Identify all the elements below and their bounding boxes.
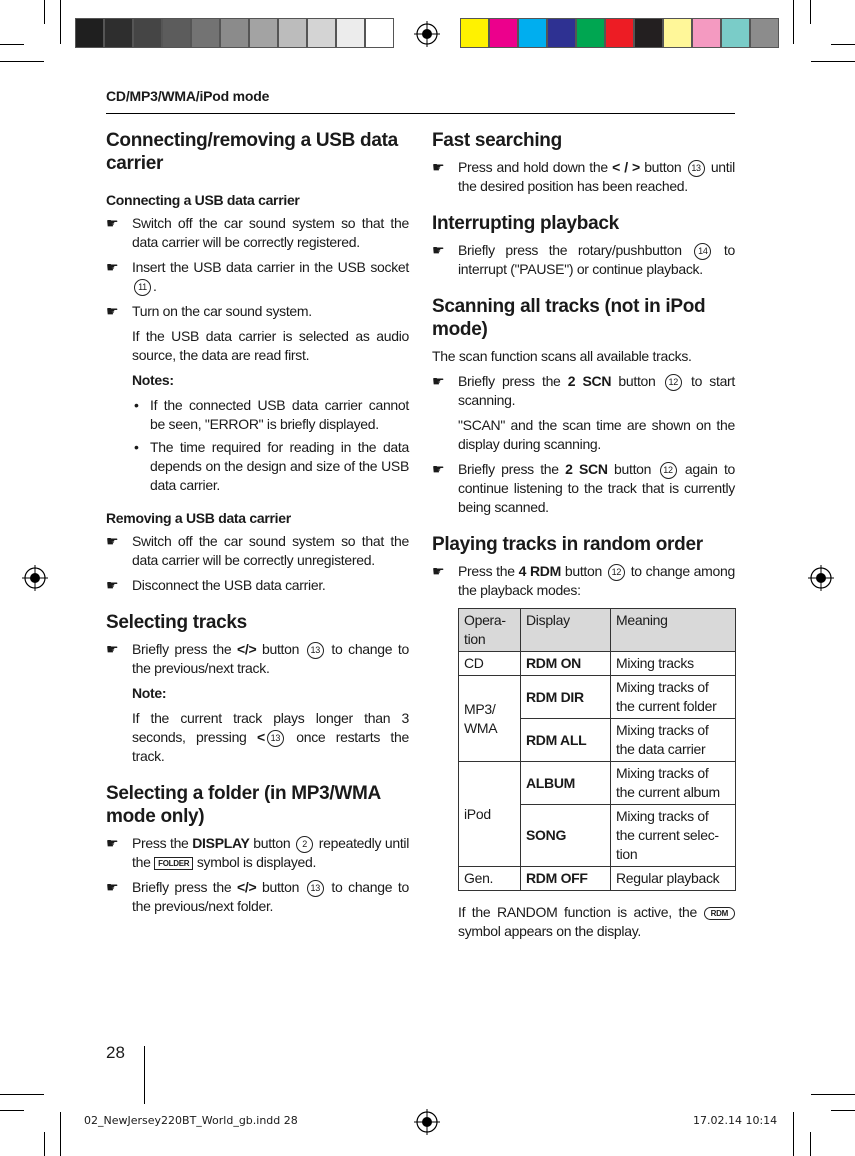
crop-mark [44, 1132, 45, 1156]
callout-number: 2 [296, 836, 313, 853]
notes-label: Notes: [132, 372, 174, 388]
chevron-left-icon: < [256, 729, 265, 745]
note-item: • If the connected USB data carrier cannot be seen, "ERROR" is briefly displayed. [134, 397, 409, 432]
table-cell: Gen. [459, 867, 521, 891]
random-section-title: Playing tracks in random order [432, 534, 703, 555]
paragraph: If the USB data carrier is selected as audio source, the data are read first. [132, 328, 409, 363]
list-item: ☛ Briefly press the 2 SCN button 12 again to continue listening to the track that is currently being scanned. [432, 461, 736, 515]
callout-number: 12 [608, 564, 625, 581]
color-bar [460, 18, 779, 48]
table-cell: ALBUM [521, 762, 611, 805]
table-cell: Mixing tracks of the current album [611, 762, 736, 805]
running-header: CD/MP3/WMA/iPod mode [106, 88, 270, 104]
color-swatch [692, 18, 721, 48]
rdm-symbol: RDM [704, 907, 735, 920]
pointing-hand-icon: ☛ [106, 215, 119, 231]
pointing-hand-icon: ☛ [106, 303, 119, 319]
chevron-left-right-icon: </> [237, 879, 257, 895]
table-row [459, 762, 736, 805]
table-cell: CD [459, 652, 521, 676]
paragraph: "SCAN" and the scan time are shown on the display during scanning. [458, 417, 735, 452]
table-row [459, 676, 736, 719]
list-item: ☛ Turn on the car sound system. [106, 303, 312, 319]
list-item: ☛ Press and hold down the < / > button 13 until the desired position has been reached. [432, 159, 735, 194]
crop-mark [60, 1112, 61, 1156]
table-header-row [459, 609, 736, 652]
pointing-hand-icon: ☛ [432, 159, 445, 175]
date-slug: 17.02.14 10:14 [693, 1114, 778, 1127]
crop-mark [0, 1094, 44, 1095]
registration-mark-icon [22, 565, 48, 591]
crop-mark [0, 61, 44, 62]
interrupt-section-title: Interrupting playback [432, 213, 619, 234]
crop-mark [831, 44, 855, 45]
table-cell: Regular playback [611, 867, 736, 891]
table-cell: iPod [459, 762, 521, 867]
scan-section-title: Scanning all tracks (not in iPod mode) [432, 296, 706, 340]
pointing-hand-icon: ☛ [106, 577, 119, 593]
registration-mark-icon [414, 21, 440, 47]
callout-number: 13 [267, 730, 284, 747]
color-swatch [547, 18, 576, 48]
callout-number: 13 [307, 880, 324, 897]
crop-mark [60, 0, 61, 44]
list-item: ☛ Press the 4 RDM button 12 to change among the playback modes: [432, 563, 735, 598]
table-cell: RDM ALL [521, 719, 611, 762]
color-swatch [162, 18, 191, 48]
header-rule [106, 113, 735, 114]
callout-number: 13 [307, 642, 324, 659]
crop-mark [811, 1094, 855, 1095]
crop-mark [831, 1110, 855, 1111]
folder-section-title: Selecting a folder (in MP3/WMA mode only) [106, 783, 381, 827]
color-swatch [750, 18, 779, 48]
note-item: • The time required for reading in the data depends on the design and size of the USB data carrier. [134, 439, 409, 493]
right-column [432, 129, 735, 947]
color-swatch [489, 18, 518, 48]
pointing-hand-icon: ☛ [432, 461, 445, 477]
table-cell: RDM OFF [521, 867, 611, 891]
page-number: 28 [106, 1043, 125, 1062]
usb-section-title: Connecting/removing a USB data carrier [106, 130, 398, 174]
color-swatch [104, 18, 133, 48]
crop-mark [810, 0, 811, 24]
color-swatch [249, 18, 278, 48]
color-swatch [460, 18, 489, 48]
table-cell: Mixing tracks of the data carrier [611, 719, 736, 762]
crop-mark [811, 61, 855, 62]
list-item: ☛ Disconnect the USB data carrier. [106, 577, 326, 593]
registration-mark-icon [414, 1109, 440, 1135]
table-cell: RDM DIR [521, 676, 611, 719]
crop-mark [793, 0, 794, 44]
folder-symbol: FOLDER [154, 857, 193, 870]
list-item: ☛ Switch off the car sound system so that the data carrier will be correctly unregistered. [106, 533, 409, 568]
tracks-section-title: Selecting tracks [106, 612, 247, 633]
crop-mark [810, 1132, 811, 1156]
color-swatch [336, 18, 365, 48]
crop-mark [793, 1112, 794, 1156]
connect-subtitle: Connecting a USB data carrier [106, 192, 300, 208]
color-swatch [605, 18, 634, 48]
table-header-cell: Display [521, 609, 611, 652]
remove-subtitle: Removing a USB data carrier [106, 510, 291, 526]
pointing-hand-icon: ☛ [106, 533, 119, 549]
note-label: Note: [132, 685, 167, 701]
pointing-hand-icon: ☛ [106, 641, 119, 657]
pointing-hand-icon: ☛ [432, 242, 445, 258]
paragraph: If the RANDOM function is active, the RDM symbol appears on the display. [432, 903, 735, 941]
list-item: ☛ Briefly press the rotary/pushbutton 14 to interrupt ("PAUSE") or continue playback. [432, 242, 735, 277]
chevron-left-right-icon: < / > [612, 159, 640, 175]
table-cell: MP3/ WMA [459, 676, 521, 762]
pointing-hand-icon: ☛ [432, 373, 445, 389]
list-item: ☛ Briefly press the </> button 13 to change to the previous/next folder. [106, 879, 409, 914]
color-swatch [133, 18, 162, 48]
fast-section-title: Fast searching [432, 130, 562, 151]
table-row [459, 867, 736, 891]
color-swatch [663, 18, 692, 48]
color-swatch [220, 18, 249, 48]
color-swatch [576, 18, 605, 48]
list-item: ☛ Press the DISPLAY button 2 repeatedly until the FOLDER symbol is displayed. [106, 835, 410, 870]
callout-number: 14 [694, 243, 711, 260]
table-cell: Mixing tracks of the current folder [611, 676, 736, 719]
color-swatch [75, 18, 104, 48]
left-column [106, 129, 409, 922]
table-header-cell: Opera-tion [459, 609, 521, 652]
table-row [459, 652, 736, 676]
chevron-left-right-icon: </> [237, 641, 257, 657]
crop-mark [44, 0, 45, 24]
crop-mark [0, 1110, 24, 1111]
pointing-hand-icon: ☛ [106, 259, 119, 275]
bullet-icon: • [134, 439, 139, 455]
color-swatch [278, 18, 307, 48]
pointing-hand-icon: ☛ [106, 879, 119, 895]
list-item: ☛ Briefly press the 2 SCN button 12 to start scanning. [432, 373, 736, 408]
bullet-icon: • [134, 397, 139, 413]
color-swatch [518, 18, 547, 48]
list-item: ☛ Insert the USB data carrier in the USB socket 11 . [106, 259, 409, 294]
color-swatch [721, 18, 750, 48]
grayscale-bar [75, 18, 394, 48]
color-swatch [634, 18, 663, 48]
callout-number: 12 [660, 462, 677, 479]
file-slug: 02_NewJersey220BT_World_gb.indd 28 [84, 1114, 298, 1127]
crop-mark [0, 44, 24, 45]
pointing-hand-icon: ☛ [106, 835, 119, 851]
list-item: ☛ Switch off the car sound system so that the data carrier will be correctly registered. [106, 215, 409, 250]
table-cell: RDM ON [521, 652, 611, 676]
random-mode-table [458, 608, 736, 891]
table-cell: SONG [521, 805, 611, 867]
page-number-rule [144, 1046, 145, 1104]
pointing-hand-icon: ☛ [432, 563, 445, 579]
list-item: ☛ Briefly press the </> button 13 to change to the previous/next track. [106, 641, 409, 676]
table-header-cell: Meaning [611, 609, 736, 652]
registration-mark-icon [808, 565, 834, 591]
callout-number: 13 [688, 160, 705, 177]
color-swatch [307, 18, 336, 48]
scan-intro: The scan function scans all available tracks. [432, 348, 692, 364]
callout-number: 11 [134, 279, 151, 296]
color-swatch [365, 18, 394, 48]
paragraph: If the current track plays longer than 3 seconds, pressing < 13 once restarts the track. [132, 710, 409, 764]
callout-number: 12 [665, 374, 682, 391]
color-swatch [191, 18, 220, 48]
table-cell: Mixing tracks of the current selec-tion [611, 805, 736, 867]
table-cell: Mixing tracks [611, 652, 736, 676]
